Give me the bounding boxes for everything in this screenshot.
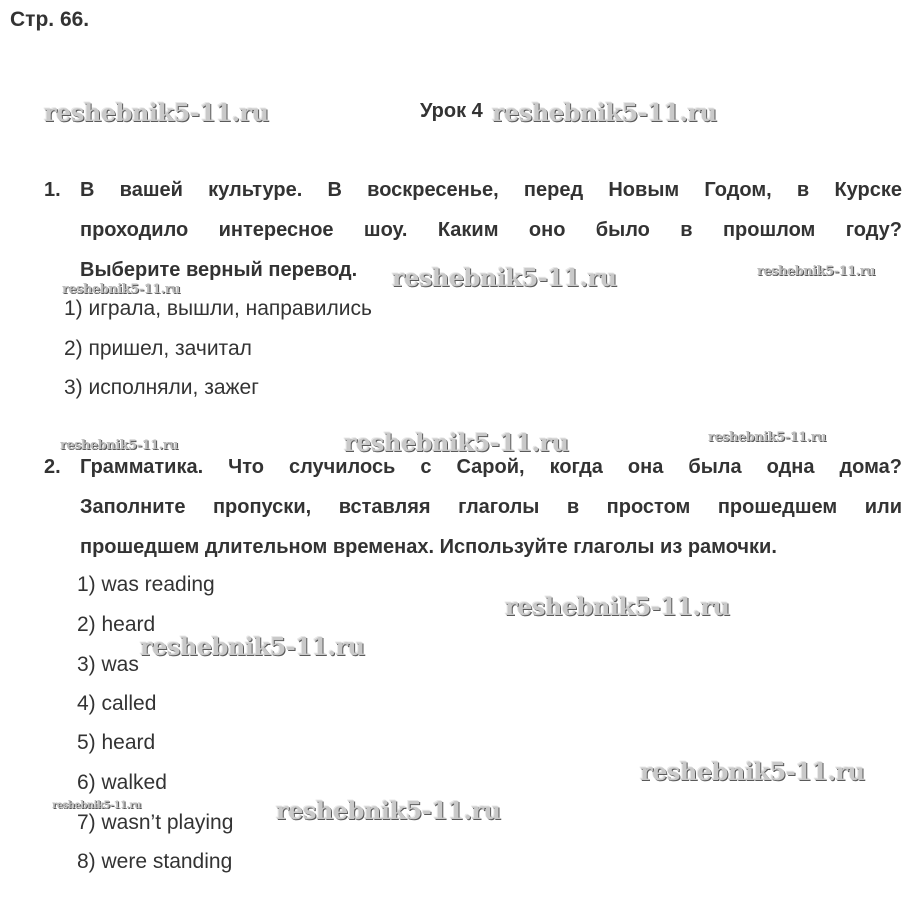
task-2-line: Грамматика. Что случилось с Сарой, когда она была одна дома? [80, 456, 902, 478]
watermark: reshebnik5-11.ru [392, 263, 617, 292]
task-2-line: Заполните пропуски, вставляя глаголы в простом прошедшем или [80, 496, 902, 518]
task-2-answer: 8) were standing [77, 850, 233, 873]
task-2-answer: 4) called [77, 692, 157, 715]
page-number: Стр. 66. [10, 8, 90, 31]
task-2-answer: 1) was reading [77, 573, 215, 596]
task-1-number: 1. [44, 179, 61, 201]
watermark: reshebnik5-11.ru [708, 430, 827, 445]
task-1-line: проходило интересное шоу. Каким оно было в прошлом году? [80, 219, 902, 241]
watermark: reshebnik5-11.ru [505, 592, 730, 621]
task-1-line: Выберите верный перевод. [80, 259, 358, 281]
watermark: reshebnik5-11.ru [62, 282, 181, 297]
task-2-answer: 5) heard [77, 731, 156, 754]
task-2-answer: 3) was [77, 653, 139, 676]
watermark: reshebnik5-11.ru [344, 428, 569, 457]
watermark: reshebnik5-11.ru [757, 264, 876, 279]
task-2-answer: 7) wasn’t playing [77, 811, 234, 834]
task-2-answer: 2) heard [77, 613, 156, 636]
watermark: reshebnik5-11.ru [140, 632, 365, 661]
watermark: reshebnik5-11.ru [492, 98, 717, 127]
task-2-line: прошедшем длительном временах. Используйте глаголы из рамочки. [80, 536, 777, 558]
task-2-instructions [80, 447, 902, 567]
task-2-answer: 6) walked [77, 771, 167, 794]
lesson-title: Урок 4 [420, 100, 483, 122]
task-2-number: 2. [44, 456, 61, 478]
task-1-answer: 2) пришел, зачитал [64, 337, 252, 360]
task-1-line: В вашей культуре. В воскресенье, перед Новым Годом, в Курске [80, 179, 902, 201]
task-2 [44, 447, 902, 567]
watermark: reshebnik5-11.ru [44, 98, 269, 127]
watermark: reshebnik5-11.ru [52, 800, 141, 811]
watermark: reshebnik5-11.ru [640, 757, 865, 786]
task-1-answer: 3) исполняли, зажег [64, 376, 259, 399]
watermark: reshebnik5-11.ru [60, 438, 179, 453]
watermark: reshebnik5-11.ru [276, 796, 501, 825]
task-1-answer: 1) играла, вышли, направились [64, 297, 372, 320]
